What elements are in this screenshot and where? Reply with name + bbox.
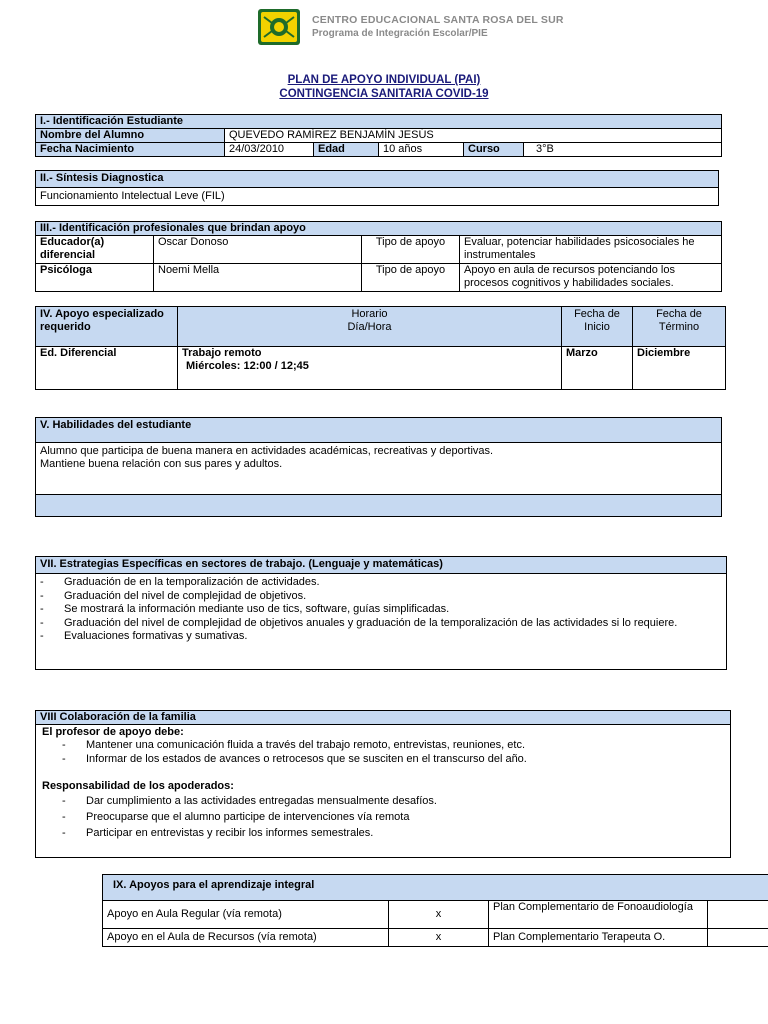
parent-duty-item: - Preocuparse que el alumno participe de intervenciones vía remota bbox=[42, 809, 726, 825]
course-label: Curso bbox=[464, 143, 524, 157]
diagnosis-table bbox=[35, 170, 719, 206]
schedule-header-line-1: Horario bbox=[351, 308, 388, 320]
title-line-1: PLAN DE APOYO INDIVIDUAL (PAI) bbox=[287, 74, 481, 86]
title-line-2: CONTINGENCIA SANITARIA COVID-19 bbox=[279, 88, 489, 100]
parent-duty-item: - Participar en entrevistas y recibir los informes semestrales. bbox=[42, 825, 726, 841]
section-9-heading: IX. Apoyos para el aprendizaje integral bbox=[103, 875, 768, 901]
document-title bbox=[0, 73, 768, 101]
teacher-duty-item: - Informar de los estados de avances o retrocesos que se susciten en el transcurso del año. bbox=[42, 753, 726, 767]
student-skills-section bbox=[35, 417, 722, 517]
student-name-label: Nombre del Alumno bbox=[36, 129, 225, 143]
integral-learning-support-table bbox=[102, 874, 768, 947]
strategies-list bbox=[36, 574, 726, 646]
family-collaboration-body bbox=[36, 725, 730, 843]
skills-footer-band bbox=[36, 495, 721, 516]
strategy-item: - Se mostrará la información mediante uso de tics, software, guías simplificadas. bbox=[40, 603, 722, 617]
strategy-item: - Graduación del nivel de complejidad de objetivos. bbox=[40, 590, 722, 604]
strategy-item: - Evaluaciones formativas y sumativas. bbox=[40, 630, 722, 644]
course-value: 3°B bbox=[524, 143, 722, 157]
section-5-heading: V. Habilidades del estudiante bbox=[36, 418, 721, 443]
schedule-header bbox=[178, 307, 562, 347]
schedule-cell bbox=[178, 347, 562, 390]
support-required-header: IV. Apoyo especializado requerido bbox=[36, 307, 178, 347]
age-value: 10 años bbox=[379, 143, 464, 157]
student-name-value: QUEVEDO RAMÍREZ BENJAMÍN JESÚS bbox=[225, 129, 722, 143]
skills-line-2: Mantiene buena relación con sus pares y adultos. bbox=[40, 458, 283, 470]
schedule-header-line-2: Día/Hora bbox=[347, 321, 392, 333]
complementary-plan: Plan Complementario Terapeuta O. bbox=[489, 929, 708, 947]
end-date-cell: Diciembre bbox=[633, 347, 726, 390]
strategy-item: - Graduación del nivel de complejidad de objetivos anuales y graduación de la temporalización de las actividades si lo requiere. bbox=[40, 617, 722, 631]
parent-duty-item: - Dar cumplimiento a las actividades entregadas mensualmente desafíos. bbox=[42, 793, 726, 809]
professional-name: Oscar Donoso bbox=[154, 236, 362, 264]
section-2-heading: II.- Síntesis Diagnostica bbox=[36, 171, 719, 188]
schedule-line-1: Trabajo remoto bbox=[182, 347, 262, 359]
school-name: CENTRO EDUCACIONAL SANTA ROSA DEL SUR bbox=[312, 14, 564, 26]
learning-support-mark: x bbox=[389, 929, 489, 947]
age-label: Edad bbox=[314, 143, 379, 157]
skills-text bbox=[36, 443, 721, 495]
student-identification-table bbox=[35, 114, 722, 157]
support-type-label: Tipo de apoyo bbox=[362, 236, 460, 264]
end-date-header: Fecha de Término bbox=[633, 307, 726, 347]
teacher-duty-item: - Mantener una comunicación fluida a través del trabajo remoto, entrevistas, reuniones, etc. bbox=[42, 739, 726, 753]
section-7-heading: VII. Estrategias Específicas en sectores de trabajo. (Lenguaje y matemáticas) bbox=[36, 557, 726, 574]
complementary-plan: Plan Complementario de Fonoaudiología bbox=[489, 901, 708, 929]
complementary-plan-mark bbox=[708, 901, 768, 929]
section-8-heading: VIII Colaboración de la familia bbox=[36, 711, 730, 725]
professional-role: Educador(a) diferencial bbox=[36, 236, 154, 264]
professional-role: Psicóloga bbox=[36, 264, 154, 292]
diagnosis-value: Funcionamiento Intelectual Leve (FIL) bbox=[36, 188, 719, 206]
start-date-cell: Marzo bbox=[562, 347, 633, 390]
family-collaboration-section bbox=[35, 710, 731, 858]
support-type-value: Evaluar, potenciar habilidades psicosociales he instrumentales bbox=[460, 236, 722, 264]
learning-support-name: Apoyo en Aula Regular (vía remota) bbox=[103, 901, 389, 929]
support-type-label: Tipo de apoyo bbox=[362, 264, 460, 292]
school-logo bbox=[258, 9, 300, 45]
parents-responsibility-heading: Responsabilidad de los apoderados: bbox=[42, 780, 234, 792]
support-type-cell: Ed. Diferencial bbox=[36, 347, 178, 390]
learning-support-mark: x bbox=[389, 901, 489, 929]
skills-line-1: Alumno que participa de buena manera en actividades académicas, recreativas y deportivas. bbox=[40, 445, 494, 457]
document-header bbox=[258, 8, 564, 46]
strategy-item: - Graduación de en la temporalización de actividades. bbox=[40, 576, 722, 590]
support-type-value: Apoyo en aula de recursos potenciando los procesos cognitivos y habilidades sociales. bbox=[460, 264, 722, 292]
birth-date-label: Fecha Nacimiento bbox=[36, 143, 225, 157]
start-date-header: Fecha de Inicio bbox=[562, 307, 633, 347]
specialized-support-table bbox=[35, 306, 726, 390]
program-name: Programa de Integración Escolar/PIE bbox=[312, 28, 488, 39]
learning-support-name: Apoyo en el Aula de Recursos (vía remota) bbox=[103, 929, 389, 947]
schedule-line-2: Miércoles: 12:00 / 12;45 bbox=[186, 360, 309, 372]
strategies-section bbox=[35, 556, 727, 670]
section-3-heading: III.- Identificación profesionales que brindan apoyo bbox=[36, 222, 722, 236]
teacher-duties-list bbox=[42, 739, 726, 766]
birth-date-value: 24/03/2010 bbox=[225, 143, 314, 157]
complementary-plan-mark bbox=[708, 929, 768, 947]
section-1-heading: I.- Identificación Estudiante bbox=[36, 115, 722, 129]
professionals-table bbox=[35, 221, 722, 292]
professional-name: Noemi Mella bbox=[154, 264, 362, 292]
parents-responsibility-list bbox=[42, 793, 726, 841]
teacher-duties-heading: El profesor de apoyo debe: bbox=[42, 726, 184, 738]
